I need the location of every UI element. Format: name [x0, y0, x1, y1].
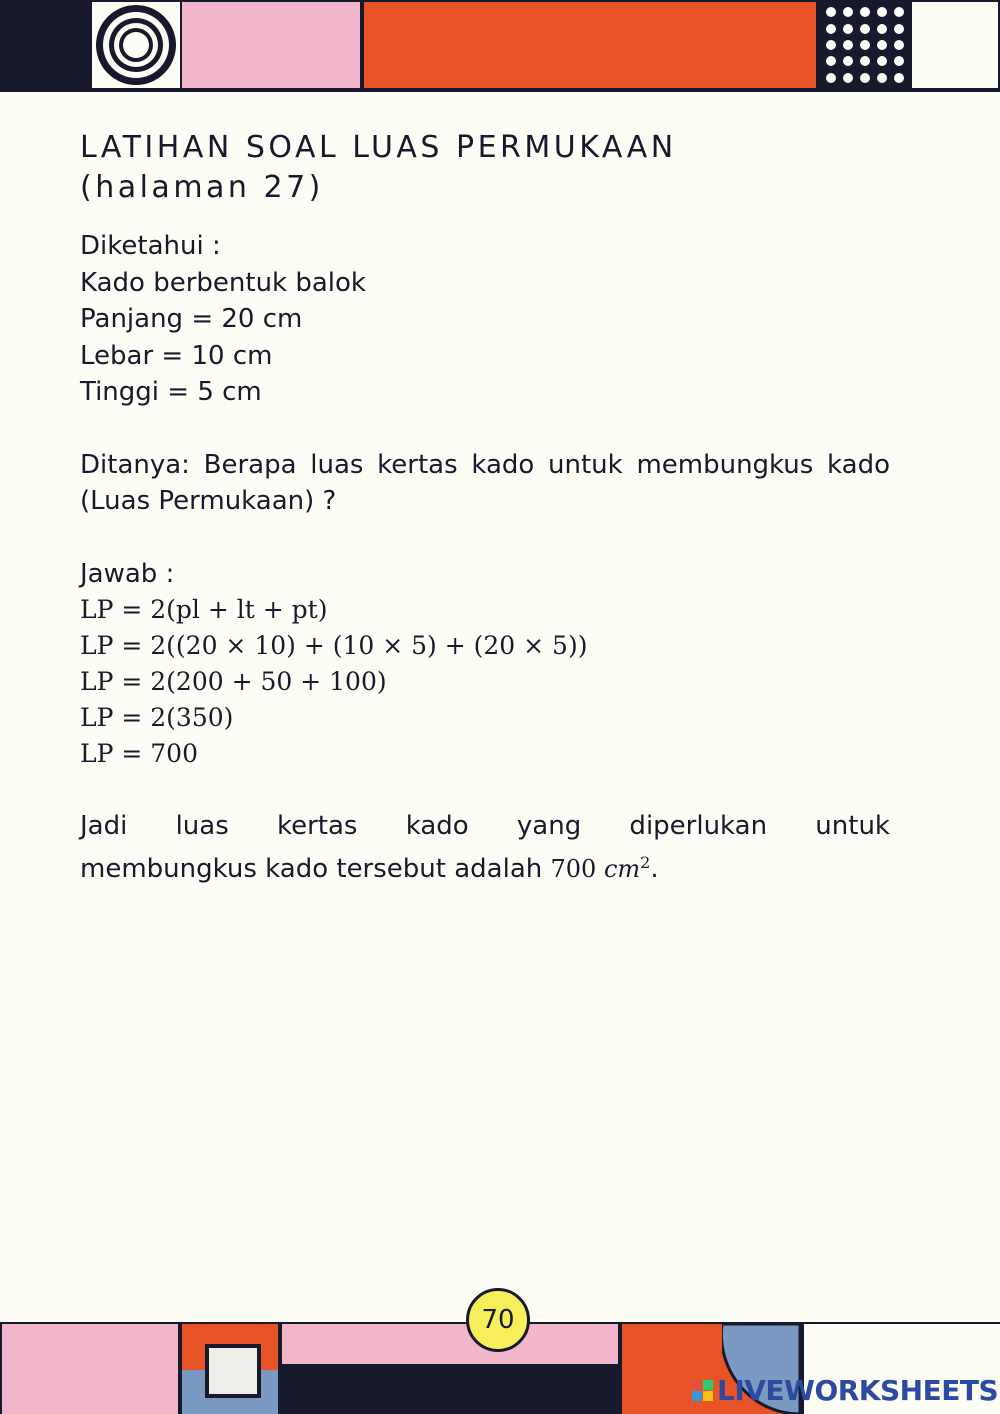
answer-step: LP = 2(200 + 50 + 100): [80, 667, 387, 696]
answer-step: LP = 2(350): [80, 703, 234, 732]
page-number-badge: [466, 1288, 530, 1352]
liveworksheets-logo: [692, 1372, 998, 1408]
conclusion-prefix: membungkus kado tersebut adalah: [80, 853, 543, 884]
conclusion: [80, 808, 890, 887]
known-label: Diketahui :: [80, 231, 221, 261]
dot-grid-pattern: [822, 4, 908, 86]
conclusion-end: .: [650, 853, 659, 884]
question-text: Ditanya: Berapa luas kertas kado untuk membungkus kado (Luas Permukaan) ?: [80, 449, 890, 516]
conclusion-exponent: 2: [640, 852, 651, 872]
conclusion-unit: cm: [603, 854, 641, 883]
cream-block: [912, 2, 998, 88]
conclusion-value: 700: [550, 854, 597, 883]
page-title: [80, 128, 890, 208]
title-line-1: LATIHAN SOAL LUAS PERMUKAAN: [80, 130, 677, 165]
top-decorative-band: [0, 0, 1000, 92]
known-line: Tinggi = 5 cm: [80, 377, 262, 407]
known-section: [80, 228, 890, 411]
conclusion-line-1: Jadi luas kertas kado yang diperlukan untuk: [80, 811, 890, 841]
page-number: 70: [481, 1305, 515, 1335]
known-line: Lebar = 10 cm: [80, 340, 273, 371]
answer-steps: [80, 592, 890, 772]
liveworksheets-mark-icon: [692, 1380, 713, 1401]
watermark-text: LIVEWORKSHEETS: [717, 1373, 999, 1407]
orange-block: [364, 2, 816, 88]
concentric-circles-icon: [92, 2, 180, 88]
square-outline-icon: [205, 1344, 261, 1398]
known-line: Kado berbentuk balok: [80, 267, 366, 298]
conclusion-line-2: [80, 845, 890, 888]
title-line-2: (halaman 27): [80, 170, 324, 205]
known-line: Panjang = 20 cm: [80, 304, 303, 334]
answer-step: LP = 700: [80, 739, 198, 768]
answer-step: LP = 2((20 × 10) + (10 × 5) + (20 × 5)): [80, 631, 588, 660]
answer-step: LP = 2(pl + lt + pt): [80, 595, 328, 624]
pink-strip: [282, 1324, 618, 1364]
pink-block: [182, 2, 360, 88]
worksheet-content: [80, 128, 890, 887]
answer-label: Jawab :: [80, 558, 175, 589]
conclusion-math: [550, 852, 651, 883]
pink-block-left: [2, 1324, 178, 1414]
